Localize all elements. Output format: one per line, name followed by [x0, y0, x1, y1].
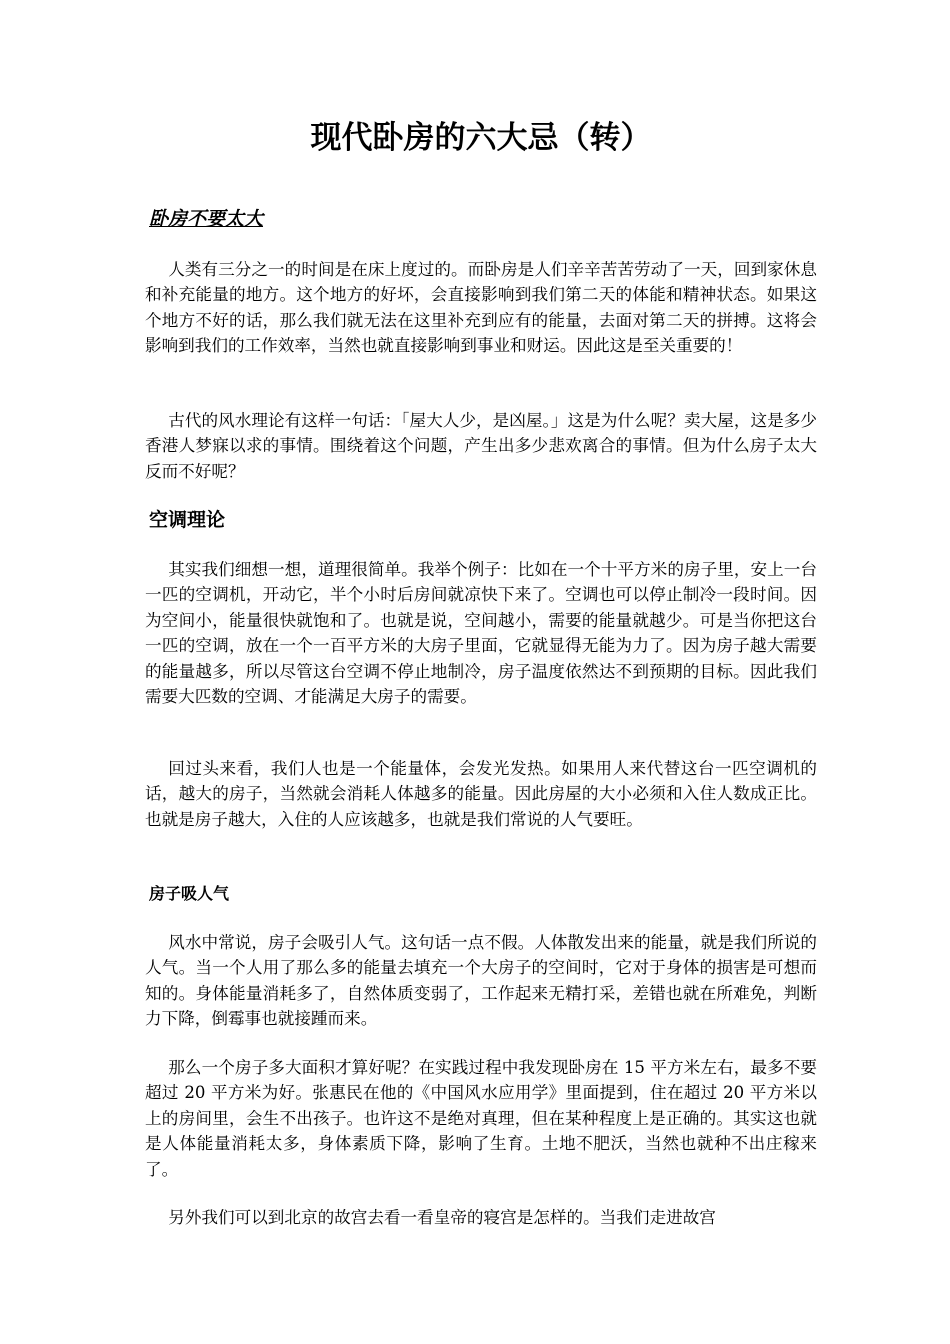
paragraph-6: 那么一个房子多大面积才算好呢？在实践过程中我发现卧房在 15 平方米左右，最多不要超过 20 平方米为好。张惠民在他的《中国风水应用学》里面提到，住在超过 20 平方米以上的房间里，会生不出孩子。也许这不是绝对真理，但在某种程度上是正确的。其实这也就是人体能量消耗太多，身体素质下降，影响了生育。土地不肥沃，当然也就种不出庄稼来了。 [145, 1058, 817, 1179]
paragraph-1: 人类有三分之一的时间是在床上度过的。而卧房是人们辛辛苦苦劳动了一天，回到家休息和补充能量的地方。这个地方的好坏，会直接影响到我们第二天的体能和精神状态。如果这个地方不好的话，那么我们就无法在这里补充到应有的能量，去面对第二天的拼搏。这将会影响到我们的工作效率，当然也就直接影响到事业和财运。因此这是至关重要的！ [145, 260, 817, 356]
paragraph-3: 其实我们细想一想，道理很简单。我举个例子：比如在一个十平方米的房子里，安上一台一匹的空调机，开动它，半个小时后房间就凉快下来了。空调也可以停止制冷一段时间。因为空间小，能量很快就饱和了。也就是说，空间越小，需要的能量就越少。可是当你把这台一匹的空调，放在一个一百平方米的大房子里面，它就显得无能为力了。因为房子越大需要的能量越多，所以尽管这台空调不停止地制冷，房子温度依然达不到预期的目标。因此我们需要大匹数的空调、才能满足大房子的需要。 [145, 560, 817, 707]
section-heading-house-draws-energy: 房子吸人气 [149, 884, 230, 903]
section-heading-bedroom-size: 卧房不要太大 [149, 208, 264, 230]
paragraph-5: 风水中常说，房子会吸引人气。这句话一点不假。人体散发出来的能量，就是我们所说的人气。当一个人用了那么多的能量去填充一个大房子的空间时，它对于身体的损害是可想而知的。身体能量消耗多了，自然体质变弱了，工作起来无精打采，差错也就在所难免，判断力下降，倒霉事也就接踵而来。 [145, 933, 817, 1029]
paragraph-7: 另外我们可以到北京的故宫去看一看皇帝的寝宫是怎样的。当我们走进故宫 [168, 1208, 716, 1227]
paragraph-2: 古代的风水理论有这样一句话：「屋大人少，是凶屋。」这是为什么呢？卖大屋，这是多少香港人梦寐以求的事情。围绕着这个问题，产生出多少悲欢离合的事情。但为什么房子太大反而不好呢？ [145, 411, 817, 481]
document-title: 现代卧房的六大忌（转） [310, 120, 652, 156]
section-heading-aircon-theory: 空调理论 [149, 509, 226, 531]
paragraph-4: 回过头来看，我们人也是一个能量体，会发光发热。如果用人来代替这台一匹空调机的话，越大的房子，当然就会消耗人体越多的能量。因此房屋的大小必须和入住人数成正比。也就是房子越大，入住的人应该越多，也就是我们常说的人气要旺。 [145, 759, 817, 829]
